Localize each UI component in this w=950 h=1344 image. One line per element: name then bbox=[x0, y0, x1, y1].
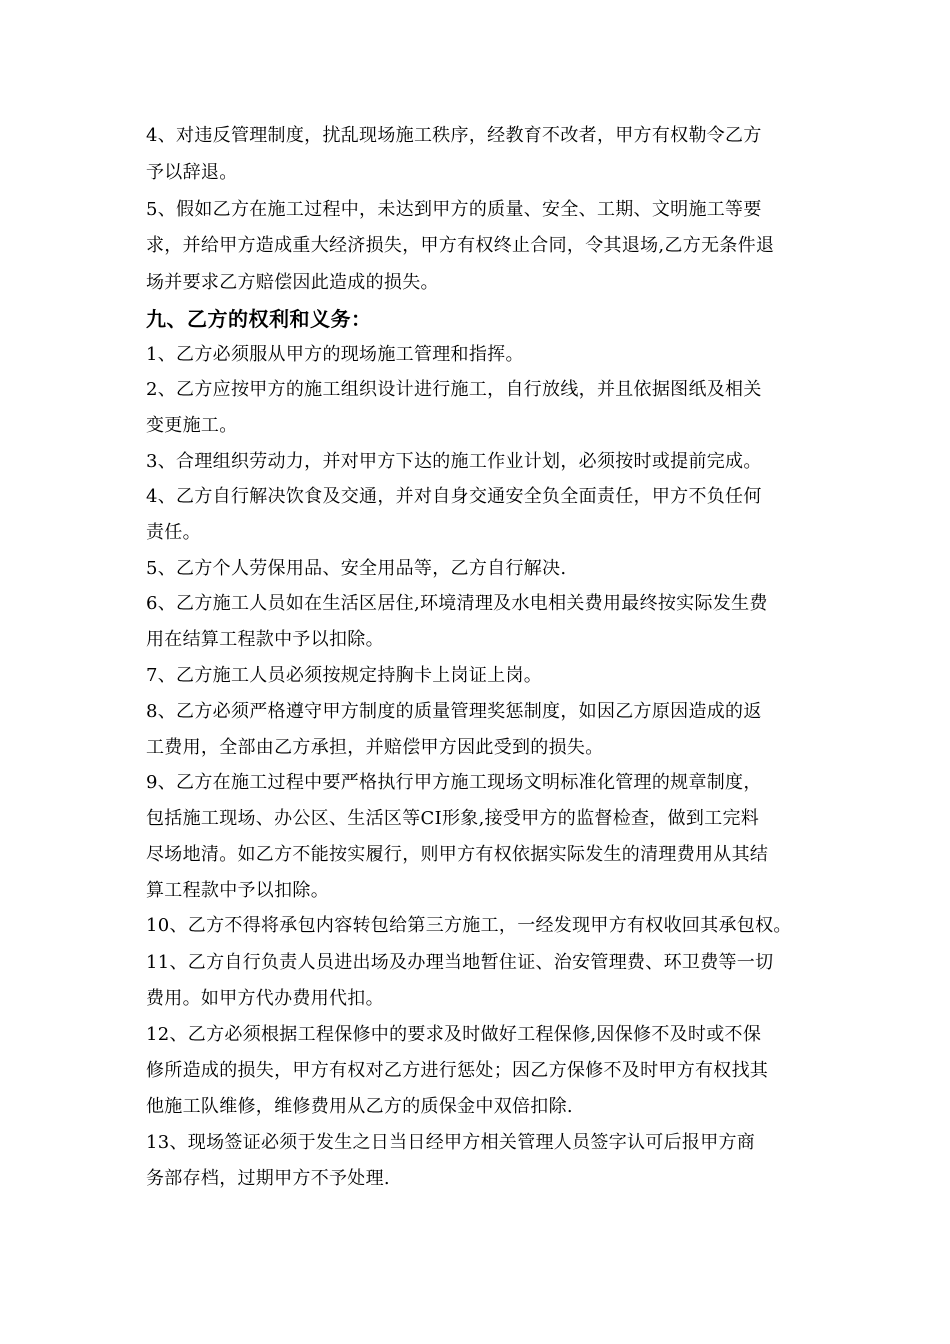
text-line: 13、现场签证必须于发生之日当日经甲方相关管理人员签字认可后报甲方商 bbox=[146, 1132, 756, 1153]
text-line: 求，并给甲方造成重大经济损失，甲方有权终止合同，令其退场,乙方无条件退 bbox=[146, 235, 775, 256]
text-line: 5、乙方个人劳保用品、安全用品等，乙方自行解决. bbox=[146, 558, 567, 579]
text-line: 务部存档，过期甲方不予处理. bbox=[146, 1168, 390, 1189]
section-heading: 九、乙方的权利和义务： bbox=[146, 307, 372, 331]
text-line: 5、假如乙方在施工过程中，未达到甲方的质量、安全、工期、文明施工等要 bbox=[146, 199, 762, 220]
text-line: 9、乙方在施工过程中要严格执行甲方施工现场文明标准化管理的规章制度， bbox=[146, 772, 762, 793]
text-line: 12、乙方必须根据工程保修中的要求及时做好工程保修,因保修不及时或不保 bbox=[146, 1024, 762, 1045]
text-line: 1、乙方必须服从甲方的现场施工管理和指挥。 bbox=[146, 344, 524, 365]
text-line: 包括施工现场、办公区、生活区等CI形象,接受甲方的监督检查，做到工完料 bbox=[146, 808, 760, 829]
text-line: 10、乙方不得将承包内容转包给第三方施工，一经发现甲方有权收回其承包权。 bbox=[146, 915, 792, 936]
text-line: 变更施工。 bbox=[146, 415, 238, 436]
text-line: 8、乙方必须严格遵守甲方制度的质量管理奖惩制度，如因乙方原因造成的返 bbox=[146, 701, 762, 722]
text-line: 2、乙方应按甲方的施工组织设计进行施工，自行放线，并且依据图纸及相关 bbox=[146, 379, 762, 400]
text-line: 6、乙方施工人员如在生活区居住,环境清理及水电相关费用最终按实际发生费 bbox=[146, 593, 768, 614]
text-line: 工费用，全部由乙方承担，并赔偿甲方因此受到的损失。 bbox=[146, 737, 604, 758]
text-line: 用在结算工程款中予以扣除。 bbox=[146, 629, 384, 650]
text-line: 予以辞退。 bbox=[146, 162, 238, 183]
text-line: 他施工队维修，维修费用从乙方的质保金中双倍扣除. bbox=[146, 1096, 573, 1117]
text-line: 4、乙方自行解决饮食及交通，并对自身交通安全负全面责任，甲方不负任何 bbox=[146, 486, 762, 507]
text-line: 尽场地清。如乙方不能按实履行，则甲方有权依据实际发生的清理费用从其结 bbox=[146, 844, 769, 865]
text-line: 费用。如甲方代办费用代扣。 bbox=[146, 988, 384, 1009]
text-line: 场并要求乙方赔偿因此造成的损失。 bbox=[146, 272, 439, 293]
text-line: 责任。 bbox=[146, 522, 201, 543]
text-line: 3、合理组织劳动力，并对甲方下达的施工作业计划，必须按时或提前完成。 bbox=[146, 451, 762, 472]
text-line: 算工程款中予以扣除。 bbox=[146, 880, 329, 901]
text-line: 11、乙方自行负责人员进出场及办理当地暂住证、治安管理费、环卫费等一切 bbox=[146, 952, 774, 973]
text-line: 7、乙方施工人员必须按规定持胸卡上岗证上岗。 bbox=[146, 665, 543, 686]
text-line: 修所造成的损失，甲方有权对乙方进行惩处；因乙方保修不及时甲方有权找其 bbox=[146, 1060, 769, 1081]
text-line: 4、对违反管理制度，扰乱现场施工秩序，经教育不改者，甲方有权勒令乙方 bbox=[146, 125, 762, 146]
